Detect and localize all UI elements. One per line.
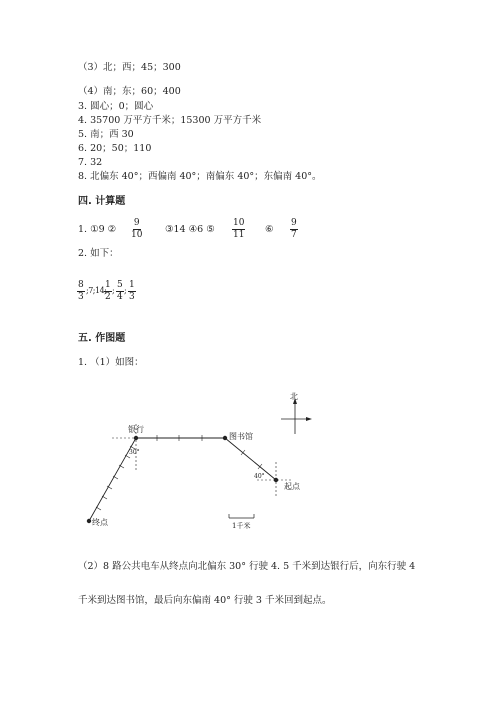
- expr-separator-1: ;: [112, 286, 115, 295]
- answer-line-3: （3）北；西；45；300: [78, 62, 181, 73]
- expr-fraction-5-4: $\frac{5}{4}$: [117, 280, 123, 302]
- answer-item-6: 6. 20；50；110: [78, 143, 152, 154]
- expr-separator-2: ;: [124, 286, 127, 295]
- calc-q1-fraction-2: $\frac{10}{11}$: [233, 218, 245, 240]
- calc-q2-label: 2. 如下：: [78, 248, 119, 259]
- answer-item-7: 7. 32: [78, 157, 103, 168]
- answer-item-8: 8. 北偏东 40°；西偏南 40°；南偏东 40°；东偏南 40°。: [78, 171, 322, 182]
- start-point-marker: [274, 478, 278, 482]
- calc-q1-prefix: 1. ①9 ②: [78, 224, 117, 235]
- section-heading-calculation: 四. 计算题: [78, 196, 126, 207]
- calc-q1-fraction-3: $\frac{9}{7}$: [291, 218, 297, 240]
- start-label: 起点: [284, 482, 300, 491]
- calc-q1-marker-6: ⑥: [265, 224, 274, 235]
- drawing-q2-line-2: 千米到达图书馆，最后向东偏南 40° 行驶 3 千米回到起点。: [78, 595, 332, 606]
- expr-fraction-1-3: $\frac{1}{3}$: [129, 280, 135, 302]
- calc-q1-fraction-1: $\frac{9}{10}$: [131, 218, 143, 240]
- answer-item-5: 5. 南；西 30: [78, 129, 134, 140]
- drawing-q2-line-1: （2）8 路公共电车从终点向北偏东 30° 行驶 4. 5 千米到达银行后，向东行驶 4: [78, 561, 416, 572]
- angle-40-label: 40°: [254, 473, 265, 480]
- drawing-q1-label: 1. （1）如图：: [78, 357, 144, 368]
- expr-middle: ;7;14;: [86, 286, 107, 295]
- scale-label: 1千米: [232, 522, 251, 530]
- scale-bar: [229, 514, 254, 518]
- answer-item-3: 3. 圆心；0；圆心: [78, 101, 154, 112]
- library-point-marker: [223, 436, 227, 440]
- bank-point-marker: [134, 436, 138, 440]
- bank-label: 银行: [128, 425, 144, 434]
- library-label: 图书馆: [229, 432, 253, 441]
- north-label: 北: [290, 392, 298, 401]
- answer-line-4: （4）南；东；60；400: [78, 86, 181, 97]
- end-point-marker: [87, 519, 91, 523]
- expr-fraction-1-2: $\frac{1}{2}$: [105, 280, 111, 302]
- angle-30-label: 30°: [129, 449, 140, 456]
- answer-item-4: 4. 35700 万平方千米；15300 万平方千米: [78, 115, 262, 126]
- calc-q1-middle: ③14 ④6 ⑤: [165, 224, 215, 235]
- end-label: 终点: [92, 518, 108, 527]
- route-ticks: [96, 435, 262, 510]
- route-path: [89, 438, 276, 521]
- expr-fraction-8-3: $\frac{8}{3}$: [78, 280, 84, 302]
- section-heading-drawing: 五. 作图题: [78, 333, 126, 344]
- compass-icon: [281, 398, 312, 434]
